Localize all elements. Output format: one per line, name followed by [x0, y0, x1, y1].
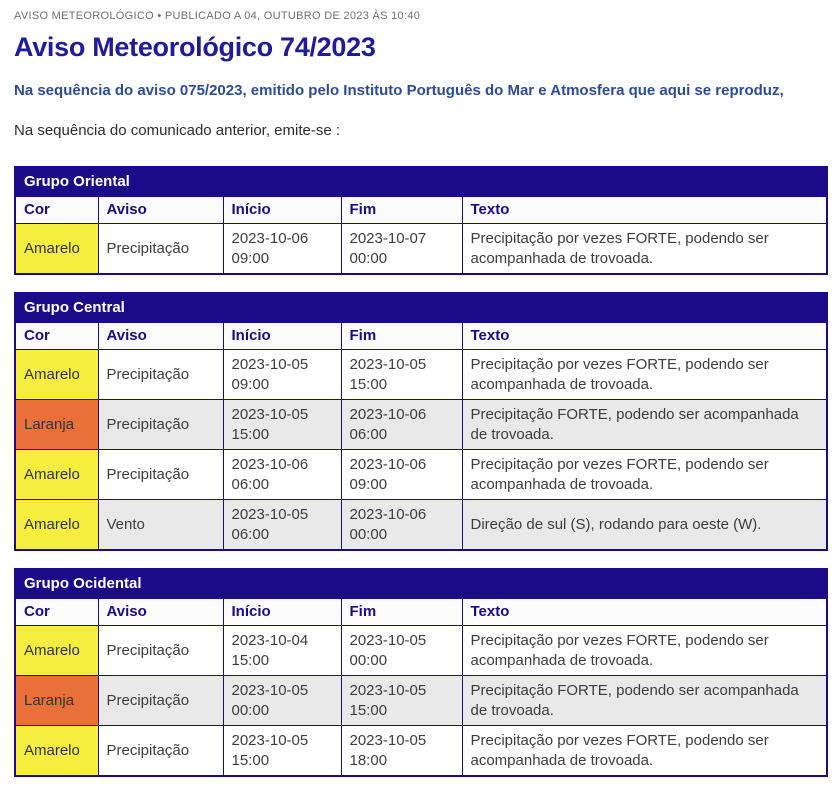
column-header-fim: Fim	[341, 197, 462, 224]
texto-cell: Precipitação FORTE, podendo ser acompanhada de trovoada.	[462, 676, 827, 726]
column-header-aviso: Aviso	[98, 599, 223, 626]
warning-table-ocidental	[14, 568, 828, 777]
column-header-cor: Cor	[15, 197, 98, 224]
column-header-aviso: Aviso	[98, 197, 223, 224]
aviso-cell: Precipitação	[98, 224, 223, 275]
aviso-cell: Precipitação	[98, 676, 223, 726]
column-header-fim: Fim	[341, 599, 462, 626]
fim-cell: 2023-10-06 00:00	[341, 500, 462, 551]
publication-meta: AVISO METEOROLÓGICO • PUBLICADO A 04, OUTUBRO DE 2023 ÀS 10:40	[14, 10, 421, 22]
aviso-cell: Precipitação	[98, 626, 223, 676]
column-header-cor: Cor	[15, 599, 98, 626]
column-header-inicio: Início	[223, 599, 341, 626]
color-level-cell: Amarelo	[15, 726, 98, 777]
inicio-cell: 2023-10-06 06:00	[223, 450, 341, 500]
aviso-cell: Vento	[98, 500, 223, 551]
color-level-cell: Amarelo	[15, 350, 98, 400]
color-level-cell: Laranja	[15, 676, 98, 726]
fim-cell: 2023-10-05 18:00	[341, 726, 462, 777]
column-header-row	[15, 599, 827, 626]
color-level-cell: Amarelo	[15, 500, 98, 551]
fim-cell: 2023-10-06 06:00	[341, 400, 462, 450]
table-row	[15, 676, 827, 726]
table-row	[15, 400, 827, 450]
table-row	[15, 224, 827, 275]
fim-cell: 2023-10-06 09:00	[341, 450, 462, 500]
fim-cell: 2023-10-05 15:00	[341, 676, 462, 726]
column-header-row	[15, 197, 827, 224]
table-row	[15, 726, 827, 777]
fim-cell: 2023-10-07 00:00	[341, 224, 462, 275]
group-title: Grupo Ocidental	[15, 569, 827, 599]
fim-cell: 2023-10-05 15:00	[341, 350, 462, 400]
table-row	[15, 450, 827, 500]
column-header-row	[15, 323, 827, 350]
aviso-cell: Precipitação	[98, 726, 223, 777]
color-level-cell: Laranja	[15, 400, 98, 450]
inicio-cell: 2023-10-05 09:00	[223, 350, 341, 400]
aviso-cell: Precipitação	[98, 450, 223, 500]
column-header-aviso: Aviso	[98, 323, 223, 350]
inicio-cell: 2023-10-04 15:00	[223, 626, 341, 676]
inicio-cell: 2023-10-05 15:00	[223, 400, 341, 450]
texto-cell: Precipitação por vezes FORTE, podendo ser acompanhada de trovoada.	[462, 626, 827, 676]
texto-cell: Precipitação por vezes FORTE, podendo ser acompanhada de trovoada.	[462, 224, 827, 275]
table-row	[15, 500, 827, 551]
group-title-row	[15, 167, 827, 197]
color-level-cell: Amarelo	[15, 224, 98, 275]
column-header-inicio: Início	[223, 197, 341, 224]
group-title: Grupo Oriental	[15, 167, 827, 197]
inicio-cell: 2023-10-06 09:00	[223, 224, 341, 275]
texto-cell: Precipitação por vezes FORTE, podendo ser acompanhada de trovoada.	[462, 450, 827, 500]
column-header-texto: Texto	[462, 599, 827, 626]
inicio-cell: 2023-10-05 15:00	[223, 726, 341, 777]
texto-cell: Precipitação por vezes FORTE, podendo ser acompanhada de trovoada.	[462, 350, 827, 400]
column-header-fim: Fim	[341, 323, 462, 350]
fim-cell: 2023-10-05 00:00	[341, 626, 462, 676]
table-row	[15, 350, 827, 400]
column-header-texto: Texto	[462, 197, 827, 224]
group-title-row	[15, 293, 827, 323]
aviso-cell: Precipitação	[98, 400, 223, 450]
table-row	[15, 626, 827, 676]
column-header-texto: Texto	[462, 323, 827, 350]
page-title: Aviso Meteorológico 74/2023	[14, 32, 376, 62]
inicio-cell: 2023-10-05 06:00	[223, 500, 341, 551]
group-title-row	[15, 569, 827, 599]
texto-cell: Precipitação por vezes FORTE, podendo ser acompanhada de trovoada.	[462, 726, 827, 777]
texto-cell: Precipitação FORTE, podendo ser acompanhada de trovoada.	[462, 400, 827, 450]
texto-cell: Direção de sul (S), rodando para oeste (W).	[462, 500, 827, 551]
column-header-inicio: Início	[223, 323, 341, 350]
subtitle-text: Na sequência do aviso 075/2023, emitido pelo Instituto Português do Mar e Atmosfera que aqui se reproduz,	[14, 82, 784, 99]
aviso-cell: Precipitação	[98, 350, 223, 400]
intro-text: Na sequência do comunicado anterior, emite-se :	[14, 122, 341, 139]
group-title: Grupo Central	[15, 293, 827, 323]
color-level-cell: Amarelo	[15, 626, 98, 676]
inicio-cell: 2023-10-05 00:00	[223, 676, 341, 726]
warning-table-oriental	[14, 166, 828, 275]
column-header-cor: Cor	[15, 323, 98, 350]
color-level-cell: Amarelo	[15, 450, 98, 500]
warning-table-central	[14, 292, 828, 551]
